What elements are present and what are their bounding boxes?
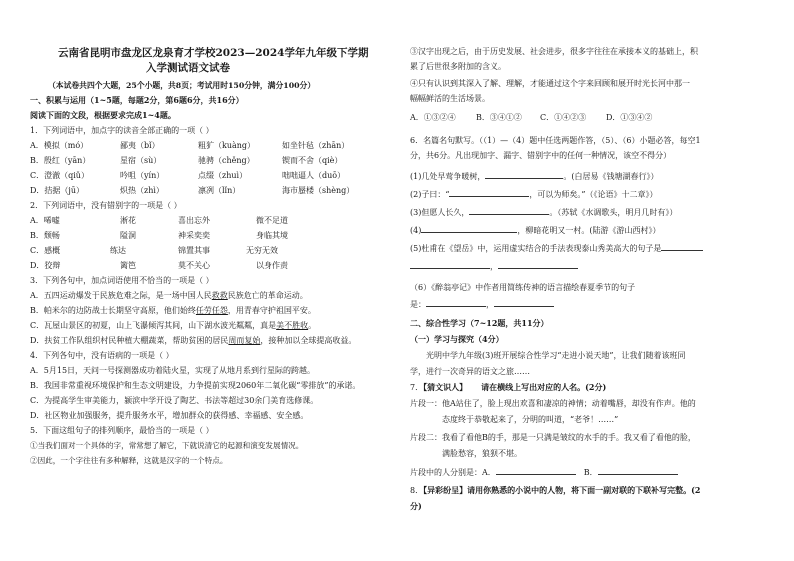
q7-number: 7． — [410, 383, 424, 392]
q6-1-tail: 。(白居易《钱塘湖春行》） — [563, 172, 659, 181]
q6-2-blank[interactable] — [449, 188, 529, 197]
question-6-line1: 6．名篇名句默写。（（1）—（4）题中任选两题作答，（5）、（6）小题必答，每空1 — [410, 136, 701, 145]
q2-opt-d-3: 莫不关心 — [178, 261, 210, 270]
q2-opt-c-2: 练达 — [110, 246, 126, 255]
q1-opt-c-4: 咄咄逼人（duō） — [282, 171, 346, 180]
q5-opt-d: D．①③④② — [606, 113, 653, 122]
q6-item-5b — [410, 260, 578, 272]
q4-option-d: D．社区物业加强服务，提升服务水平，增加群众的获得感、幸福感、安全感。 — [30, 411, 309, 420]
q6-5-text: (5)杜甫在《望岳》中，运用虚实结合的手法表现泰山秀美高大的句子是 — [410, 244, 662, 253]
q1-opt-d-2: 炽热（zhì） — [120, 186, 164, 195]
q5-sentence-1: ①当我们面对一个具体的字，常常想了解它，下就说清它的起源和演变发展情况。 — [30, 441, 304, 450]
q7-answer-line — [410, 466, 678, 478]
q2-opt-b-4: 身临其境 — [256, 231, 288, 240]
q3-b-text: B．帕米尔的边防战士长期坚守高原，他们始终 — [30, 306, 196, 315]
q4-option-b: B．我国非常重视环境保护和生态文明建设，力争提前实现2060年二氧化碳“零排放”的承诺。 — [30, 381, 361, 390]
question-1: 1．下列词语中，加点字的读音全部正确的一项（ ） — [30, 126, 214, 135]
q1-opt-c-3: 点缀（zhuì） — [198, 171, 248, 180]
question-8 — [410, 485, 700, 496]
q2-opt-d-4: 以身作责 — [256, 261, 288, 270]
q5-opt-c: C．①④②③ — [540, 113, 587, 122]
q1-opt-b-1: B．殷红（yān） — [30, 156, 91, 165]
question-2: 2．下列词语中，没有错别字的一项是（ ） — [30, 201, 182, 210]
q2-opt-d-1: D．狡辩 — [30, 261, 61, 270]
q5-opt-b: B．③④①② — [476, 113, 522, 122]
q1-opt-a-1: A．模拟（mó） — [30, 141, 89, 150]
q6-item-5a — [410, 242, 703, 254]
q6-2-text: (2)子曰：“ — [410, 190, 450, 199]
q6-5-comma: ， — [490, 262, 498, 271]
q4-option-a: A．5月15日，天问一号探测器成功着陆火星，实现了从地月系到行星际的跨越。 — [30, 366, 316, 375]
q8-body: 请用你熟悉的小说中的人物，将下面一副对联的下联补写完整。(2 — [467, 485, 701, 495]
q6-5-blank-1[interactable] — [661, 242, 703, 251]
q2-opt-b-1: B．颓畅 — [30, 231, 60, 240]
q5-sentence-4b: 幅幅鲜活的生活场景。 — [410, 94, 490, 103]
section-one-heading: 一、积累与运用（1~5题，每题2分，第6题6分，共16分） — [30, 95, 244, 105]
question-7 — [410, 382, 606, 393]
q2-opt-b-2: 隘洞 — [120, 231, 136, 240]
q2-opt-a-1: A．唏嘘 — [30, 216, 60, 225]
q5-sentence-4a: ④只有认识到其深入了解、理解，才能通过这个字来回顾和展开时光长河中那一 — [410, 79, 690, 88]
q7-answer-a-label: 片段中的人分别是：A． — [410, 468, 496, 477]
q3-a-tail: 民族危亡的革命运动。 — [227, 291, 308, 300]
q7-answer-b-blank[interactable] — [598, 466, 678, 475]
q1-opt-a-3: 粗犷（kuàng） — [198, 141, 256, 150]
q3-b-underlined: 任劳任怨 — [195, 306, 228, 315]
exam-note: （本试卷共四个大题，25个小题，共8页；考试用时150分钟，满分100分） — [48, 81, 316, 90]
q7-heading: 【猜文识人】 — [423, 382, 468, 392]
q2-opt-d-2: 篱笆 — [120, 261, 136, 270]
q6-item-6b — [410, 298, 554, 310]
q2-opt-a-2: 淅花 — [120, 216, 136, 225]
reading-instruction: 阅读下面的文段，根据要求完成1~4题。 — [30, 110, 176, 120]
q6-item-6a: （6）《醉翁亭记》中作者用简练传神的语言描绘春夏季节的句子 — [410, 283, 636, 292]
q2-opt-c-3: 锦置其事 — [178, 246, 210, 255]
q6-6-blank-1[interactable] — [426, 298, 486, 307]
q4-option-c: C．为提高学生审美能力，颍滨中学开设了陶艺、书法等超过30余门美育选修课。 — [30, 396, 319, 405]
q6-4-tail: ，柳暗花明又一村。(陆游《游山西村》） — [517, 226, 661, 235]
question-6-line2: 分，共6分。凡出现加字、漏字、错别字中的任何一种情况，该空不得分） — [410, 151, 672, 160]
q3-option-a — [30, 290, 308, 301]
subsection-1-heading: （一）学习与探究（4分） — [410, 334, 504, 344]
q1-opt-d-3: 凛冽（lǐn） — [198, 186, 241, 195]
q8-number: 8． — [410, 486, 424, 495]
question-5: 5．下面这组句子的排列顺序，最恰当的一项是（ ） — [30, 426, 214, 435]
q2-opt-c-1: C．感概 — [30, 246, 61, 255]
q6-item-2 — [410, 188, 658, 200]
q5-sentence-3b: 累了后世很多附加的含义。 — [410, 62, 506, 71]
q6-item-3 — [410, 206, 677, 218]
q3-a-text: A．五四运动爆发于民族危难之际，是一场中国人民 — [30, 291, 212, 300]
q6-item-4 — [410, 224, 660, 236]
q1-opt-a-4: 如坐针毡（zhān） — [282, 141, 350, 150]
q3-a-underlined: 救救 — [211, 291, 228, 300]
q6-4-text: (4) — [410, 226, 422, 235]
q3-d-underlined: 周而复始 — [228, 336, 261, 345]
q6-1-blank[interactable] — [485, 170, 563, 179]
exam-title-line2: 入学测试语文试卷 — [146, 62, 230, 74]
intro-line1: 光明中学九年级(3)班开展综合性学习“走进小说天地”，让我们随着该班同 — [426, 351, 686, 360]
intro-line2: 学，进行一次奇异的语文之旅…… — [410, 367, 530, 376]
q1-opt-d-4: 海市蜃楼（shèng） — [282, 186, 355, 195]
q6-4-blank[interactable] — [421, 224, 517, 233]
q1-opt-b-3: 驰骋（chěng） — [198, 156, 255, 165]
q3-b-tail: ，用青春守护祖国平安。 — [227, 306, 316, 315]
q7-answer-a-blank[interactable] — [496, 466, 576, 475]
q6-6-blank-2[interactable] — [494, 298, 554, 307]
question-4: 4．下列各句中，没有语病的一项是（ ） — [30, 351, 174, 360]
q7-body: 请在横线上写出对应的人名。(2分) — [481, 382, 607, 392]
q8-tail: 分) — [410, 501, 422, 511]
q3-option-c — [30, 320, 316, 331]
q2-opt-a-3: 喜出忘外 — [178, 216, 210, 225]
q2-opt-b-3: 神采奕奕 — [178, 231, 210, 240]
q6-5-blank-2[interactable] — [410, 260, 490, 269]
q1-opt-d-1: D．拮据（jū） — [30, 186, 85, 195]
q2-opt-a-4: 微不足道 — [256, 216, 288, 225]
q6-3-tail: 。（苏轼《水调歌头，明月几时有》） — [549, 208, 678, 217]
q6-item-1 — [410, 170, 658, 182]
q1-opt-b-4: 锲而不舍（qiè） — [282, 156, 343, 165]
q6-3-text: (3)但愿人长久， — [410, 208, 470, 217]
question-3: 3．下列各句中，加点词语使用不恰当的一项是（ ） — [30, 276, 214, 285]
q6-6-text: 是： — [410, 300, 426, 309]
section-two-heading: 二、综合性学习（7~12题，共11分） — [410, 318, 549, 328]
q1-opt-b-2: 星宿（sù） — [120, 156, 162, 165]
q6-2-tail: ，可以为师矣。”（《论语》十二章》） — [529, 190, 658, 199]
passage-1-line1: 片段一：他A站住了，脸上现出欢喜和凄凉的神情；动着嘴唇，却没有作声。他的 — [410, 399, 696, 408]
q3-c-underlined: 美不胜收 — [276, 321, 309, 330]
q3-option-b — [30, 305, 316, 316]
q1-opt-c-2: 吟咀（yín） — [120, 171, 165, 180]
passage-2-line1: 片段二：我看了看他B的手，那是一只满是皱纹的水手的手。我又看了看他的脸， — [410, 433, 696, 442]
passage-1-line2: 态度终于恭敬起来了，分明的叫道，“老爷！……” — [442, 415, 619, 424]
q3-c-text: C．瓦屋山景区的初夏，山上飞瀑倾泻其间，山下湖水波光粼粼，真是 — [30, 321, 277, 330]
q8-heading: 【异彩纷呈】 — [423, 485, 468, 495]
q6-5-blank-3[interactable] — [498, 260, 578, 269]
q7-answer-b-label: B． — [583, 468, 598, 477]
q3-d-tail: ，接种加以全球提高收益。 — [260, 336, 357, 345]
q1-opt-a-2: 鄙夷（bǐ） — [120, 141, 160, 150]
q6-3-blank[interactable] — [469, 206, 549, 215]
q2-opt-c-4: 无穷无效 — [246, 246, 278, 255]
q3-c-tail: 。 — [308, 321, 317, 330]
q1-opt-c-1: C．澄澈（qiǔ） — [30, 171, 89, 180]
passage-2-line2: 满脸愁容，狼狈不堪。 — [442, 449, 522, 458]
q5-sentence-2: ②因此，一个字往往有多种解释，这就是汉字的一个特点。 — [30, 456, 228, 465]
q5-opt-a: A．①③②④ — [410, 113, 456, 122]
q5-sentence-3a: ③汉字出现之后，由于历史发展、社会进步，很多字往往在承接本义的基础上，积 — [410, 47, 698, 56]
q6-6-comma: ， — [486, 300, 494, 309]
q3-d-text: D．扶贫工作队组织村民种植大棚蔬菜，帮助贫困的居民 — [30, 336, 229, 345]
exam-title-line1: 云南省昆明市盘龙区龙泉育才学校2023—2024学年九年级下学期 — [58, 47, 369, 59]
q6-1-text: (1)几处早莺争暖树， — [410, 172, 486, 181]
q3-option-d — [30, 335, 356, 346]
